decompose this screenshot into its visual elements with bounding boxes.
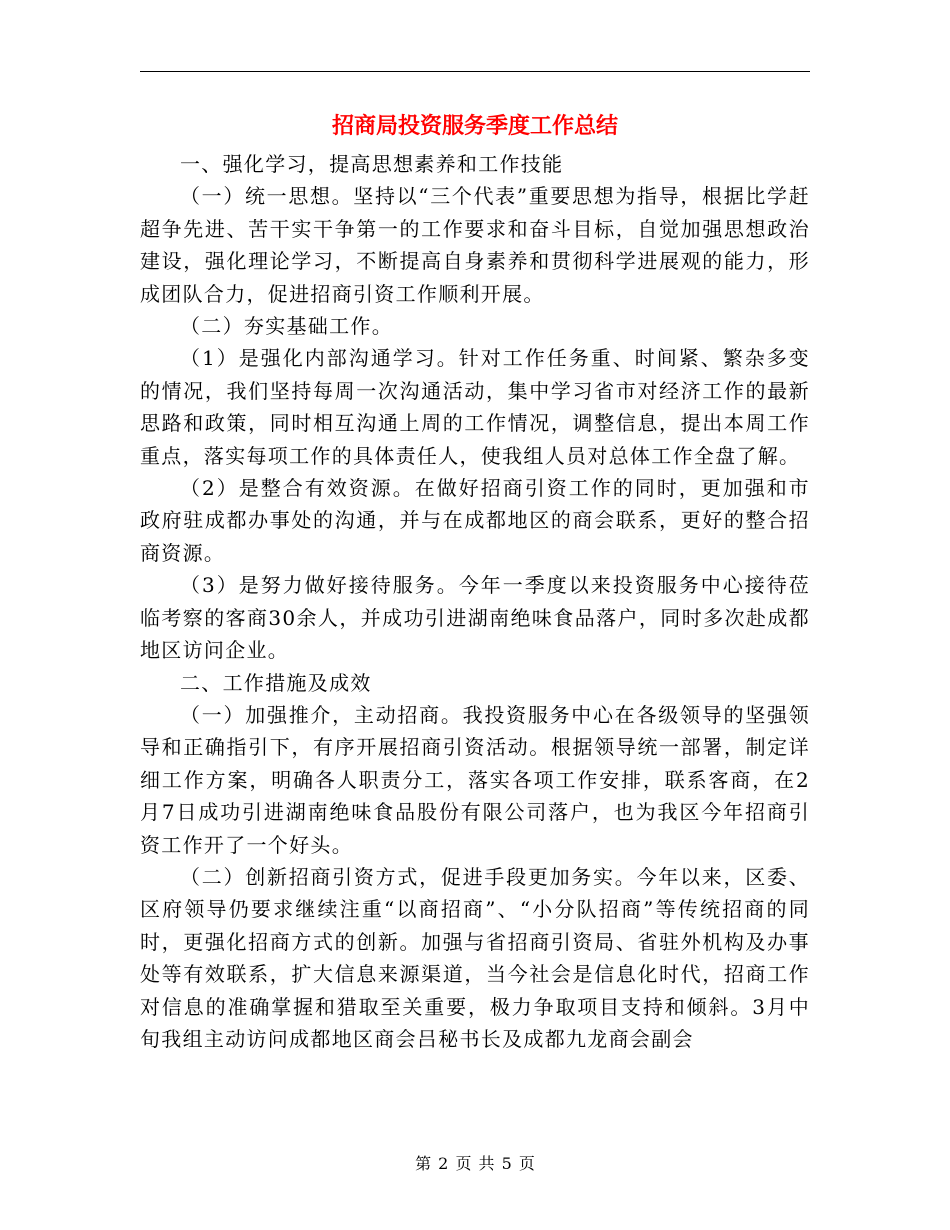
paragraph: （3）是努力做好接待服务。今年一季度以来投资服务中心接待莅临考察的客商30余人，并成功引进湖南绝味食品落户，同时多次赴成都地区访问企业。 [140,573,810,663]
paragraph: （一）加强推介，主动招商。我投资服务中心在各级领导的坚强领导和正确指引下，有序开展招商引资活动。根据领导统一部署，制定详细工作方案，明确各人职责分工，落实各项工作安排，联系客商，在2月7日成功引进湖南绝味食品股份有限公司落户，也为我区今年招商引资工作开了一个好头。 [140,702,810,857]
paragraph: （一）统一思想。坚持以“三个代表”重要思想为指导，根据比学赶超争先进、苦干实干争第一的工作要求和奋斗目标，自觉加强思想政治建设，强化理论学习，不断提高自身素养和贯彻科学进展观的能力，形成团队合力，促进招商引资工作顺利开展。 [140,184,810,306]
document-body [140,148,810,1055]
paragraph: （1）是强化内部沟通学习。针对工作任务重、时间紧、繁杂多变的情况，我们坚持每周一次沟通活动，集中学习省市对经济工作的最新思路和政策，同时相互沟通上周的工作情况，调整信息，提出本周工作重点，落实每项工作的具体责任人，使我组人员对总体工作全盘了解。 [140,346,810,468]
section-heading: 一、强化学习，提高思想素养和工作技能 [180,152,564,176]
paragraph: （二）夯实基础工作。 [180,314,393,339]
document-title: 招商局投资服务季度工作总结 [331,113,618,139]
paragraph: （2）是整合有效资源。在做好招商引资工作的同时，更加强和市政府驻成都办事处的沟通，并与在成都地区的商会联系，更好的整合招商资源。 [140,476,810,565]
paragraph: （二）创新招商引资方式，促进手段更加务实。今年以来，区委、区府领导仍要求继续注重“以商招商”、“小分队招商”等传统招商的同时，更强化招商方式的创新。加强与省招商引资局、省驻外机构及办事处等有效联系，扩大信息来源渠道，当今社会是信息化时代，招商工作对信息的准确掌握和猎取至关重要，极力争取项目支持和倾斜。3月中旬我组主动访问成都地区商会吕秘书长及成都九龙商会副会 [140,864,810,1051]
page-number: 第 2 页 共 5 页 [415,1154,535,1173]
section-heading: 二、工作措施及成效 [180,670,372,695]
header-rule [140,71,810,72]
